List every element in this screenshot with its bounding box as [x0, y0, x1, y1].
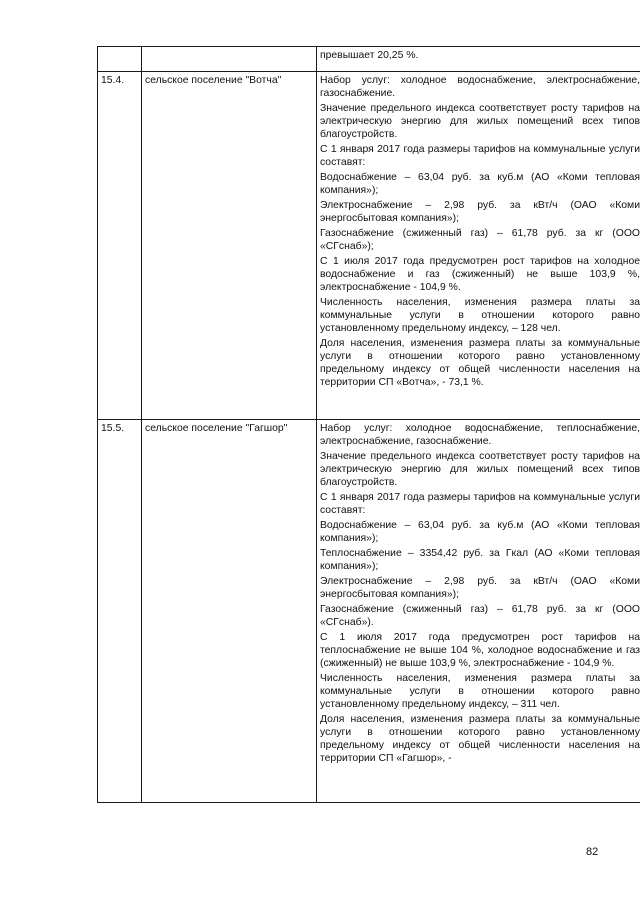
- description-paragraph: Значение предельного индекса соответствует росту тарифов на электрическую энергию для жилых помещений всех типов благоустройств.: [320, 451, 640, 488]
- tariff-table-body: [98, 47, 640, 803]
- description-paragraph: С 1 января 2017 года размеры тарифов на коммунальные услуги составят:: [320, 492, 640, 516]
- description-paragraph: Набор услуг: холодное водоснабжение, теплоснабжение, электроснабжение, газоснабжение.: [320, 423, 640, 447]
- description-paragraph: Электроснабжение – 2,98 руб. за кВт/ч (ОАО «Коми энергосбытовая компания»);: [320, 200, 640, 224]
- settlement-name-cell: сельское поселение "Гагшор": [142, 420, 317, 803]
- description-cell: [317, 420, 640, 803]
- description-paragraph: Газоснабжение (сжиженный газ) – 61,78 руб. за кг (ООО «СГснаб»);: [320, 228, 640, 252]
- tariff-table: [97, 46, 640, 803]
- description-paragraph: Газоснабжение (сжиженный газ) – 61,78 руб. за кг (ООО «СГснаб»).: [320, 604, 640, 628]
- table-row: [98, 72, 640, 420]
- settlement-name-cell: сельское поселение "Вотча": [142, 72, 317, 420]
- description-cell: [317, 72, 640, 420]
- description-paragraph: Теплоснабжение – 3354,42 руб. за Гкал (АО «Коми тепловая компания»);: [320, 548, 640, 572]
- description-paragraph: С 1 июля 2017 года предусмотрен рост тарифов на холодное водоснабжение и газ (сжиженный) не выше 103,9 %, электроснабжение - 104,9 %.: [320, 256, 640, 293]
- description-paragraph: Водоснабжение – 63,04 руб. за куб.м (АО «Коми тепловая компания»);: [320, 172, 640, 196]
- description-paragraph: Водоснабжение – 63,04 руб. за куб.м (АО «Коми тепловая компания»);: [320, 520, 640, 544]
- row-number-cell: 15.4.: [98, 72, 142, 420]
- description-paragraph: Доля населения, изменения размера платы за коммунальные услуги в отношении которого равно установленному предельному индексу от общей численности населения на территории СП «Вотча», - 73,1 %.: [320, 338, 640, 388]
- description-paragraph: Доля населения, изменения размера платы за коммунальные услуги в отношении которого равно установленному предельному индексу от общей численности населения на территории СП «Гагшор», -: [320, 714, 640, 764]
- table-row: [98, 47, 640, 72]
- description-paragraph: Значение предельного индекса соответствует росту тарифов на электрическую энергию для жилых помещений всех типов благоустройств.: [320, 103, 640, 140]
- table-row: [98, 420, 640, 803]
- row-number-cell: [98, 47, 142, 72]
- row-number-cell: 15.5.: [98, 420, 142, 803]
- page-number: 82: [586, 846, 599, 858]
- description-cell: [317, 47, 640, 72]
- description-paragraph: превышает 20,25 %.: [320, 50, 419, 61]
- settlement-name-cell: [142, 47, 317, 72]
- description-paragraph: Электроснабжение – 2,98 руб. за кВт/ч (ОАО «Коми энергосбытовая компания»);: [320, 576, 640, 600]
- description-paragraph: С 1 июля 2017 года предусмотрен рост тарифов на теплоснабжение не выше 104 %, холодное водоснабжение и газ (сжиженный) не выше 103,9 %, электроснабжение - 104,9 %.: [320, 632, 640, 669]
- description-paragraph: Набор услуг: холодное водоснабжение, электроснабжение, газоснабжение.: [320, 75, 640, 99]
- description-paragraph: Численность населения, изменения размера платы за коммунальные услуги в отношении которого равно установленному предельному индексу, – 311 чел.: [320, 673, 640, 710]
- description-paragraph: Численность населения, изменения размера платы за коммунальные услуги в отношении которого равно установленному предельному индексу, – 128 чел.: [320, 297, 640, 334]
- description-paragraph: С 1 января 2017 года размеры тарифов на коммунальные услуги составят:: [320, 144, 640, 168]
